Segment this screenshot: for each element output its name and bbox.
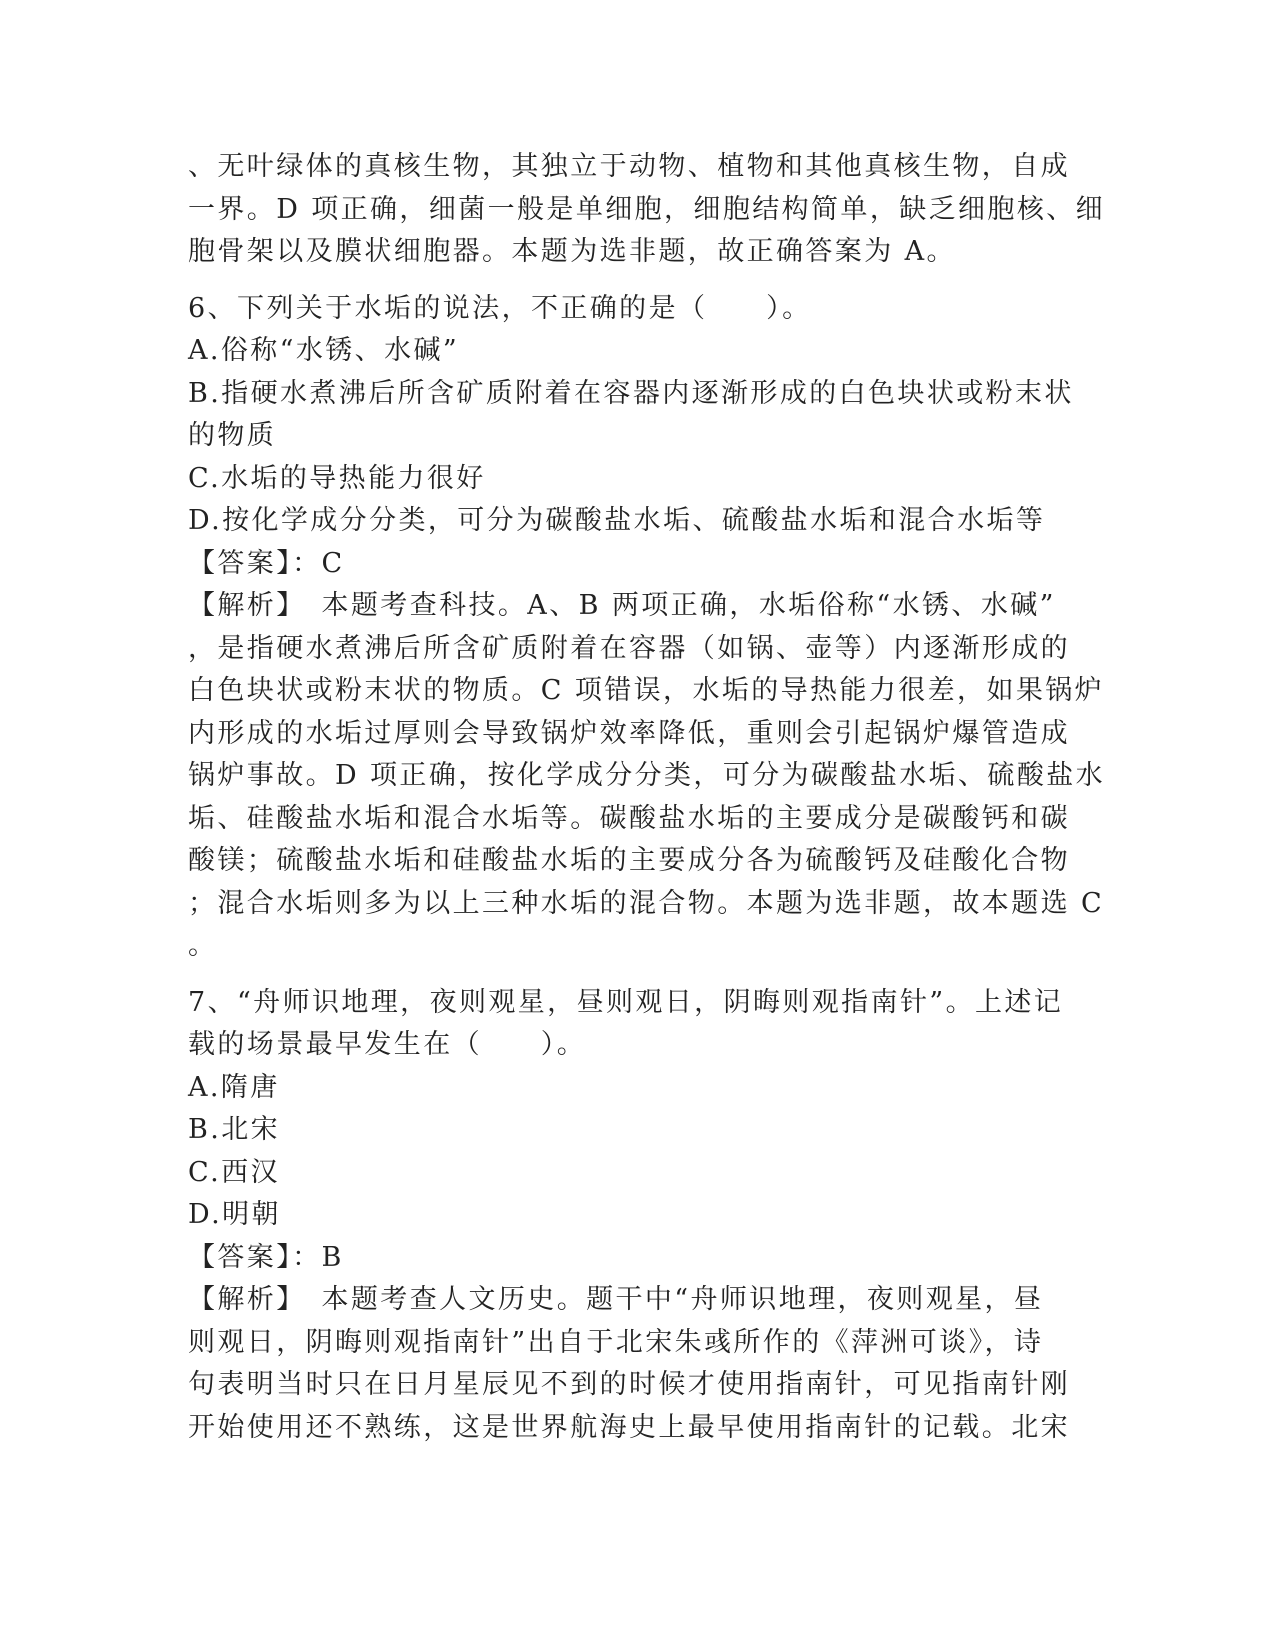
previous-analysis-tail (188, 146, 1106, 274)
answer-line: 【答案】：B (188, 1241, 344, 1273)
analysis-line: 则观日，阴晦则观指南针”出自于北宋朱彧所作的《萍洲可谈》，诗 (188, 1326, 1044, 1358)
option-d: D.按化学成分分类，可分为碳酸盐水垢、硫酸盐水垢和混合水垢等 (188, 505, 1046, 536)
option-d: D.明朝 (188, 1199, 281, 1230)
analysis-line: ，是指硬水煮沸后所含矿质附着在容器（如锅、壶等）内逐渐形成的 (188, 632, 1070, 664)
option-c: C.水垢的导热能力很好 (188, 462, 486, 494)
analysis-line: 句表明当时只在日月星辰见不到的时候才使用指南针，可见指南针刚 (188, 1369, 1070, 1400)
analysis-line: 酸镁；硫酸盐水垢和硅酸盐水垢的主要成分各为硫酸钙及硅酸化合物 (188, 845, 1070, 876)
text-line: 、无叶绿体的真核生物，其独立于动物、植物和其他真核生物，自成 (188, 151, 1070, 182)
question-6 (188, 288, 1106, 968)
text-line: 胞骨架以及膜状细胞器。本题为选非题，故正确答案为 A。 (188, 236, 956, 267)
question-7 (188, 982, 1088, 1450)
analysis-line: 垢、硅酸盐水垢和混合水垢等。碳酸盐水垢的主要成分是碳酸钙和碳 (188, 802, 1070, 834)
option-b: B.北宋 (188, 1114, 281, 1145)
document-body (188, 146, 1106, 1449)
analysis-line: 内形成的水垢过厚则会导致锅炉效率降低，重则会引起锅炉爆管造成 (188, 717, 1070, 749)
option-b-continued: 的物质 (188, 420, 277, 451)
text-line: 一界。D 项正确，细菌一般是单细胞，细胞结构简单，缺乏细胞核、细 (188, 193, 1106, 225)
analysis-line: 白色块状或粉末状的物质。C 项错误，水垢的导热能力很差，如果锅炉 (188, 675, 1105, 706)
question-stem-continued: 载的场景最早发生在（ ）。 (188, 1029, 587, 1060)
question-stem: 7、“舟师识地理，夜则观星，昼则观日，阴晦则观指南针”。上述记 (188, 986, 1064, 1018)
analysis-line: 。 (188, 930, 218, 961)
analysis-line: ；混合水垢则多为以上三种水垢的混合物。本题为选非题，故本题选 C (188, 887, 1105, 919)
analysis-line: 锅炉事故。D 项正确，按化学成分分类，可分为碳酸盐水垢、硫酸盐水 (188, 760, 1106, 791)
option-c: C.西汉 (188, 1156, 280, 1188)
analysis-line: 【解析】 本题考查科技。A、B 两项正确，水垢俗称“水锈、水碱” (188, 590, 1056, 621)
option-a: A.隋唐 (188, 1071, 280, 1103)
answer-line: 【答案】：C (188, 547, 345, 579)
option-b: B.指硬水煮沸后所含矿质附着在容器内逐渐形成的白色块状或粉末状 (188, 377, 1074, 409)
option-a: A.俗称“水锈、水碱” (188, 335, 460, 366)
analysis-line: 开始使用还不熟练，这是世界航海史上最早使用指南针的记载。北宋 (188, 1411, 1070, 1443)
analysis-line: 【解析】 本题考查人文历史。题干中“舟师识地理，夜则观星，昼 (188, 1284, 1044, 1315)
question-stem: 6、下列关于水垢的说法，不正确的是（ ）。 (188, 292, 812, 324)
